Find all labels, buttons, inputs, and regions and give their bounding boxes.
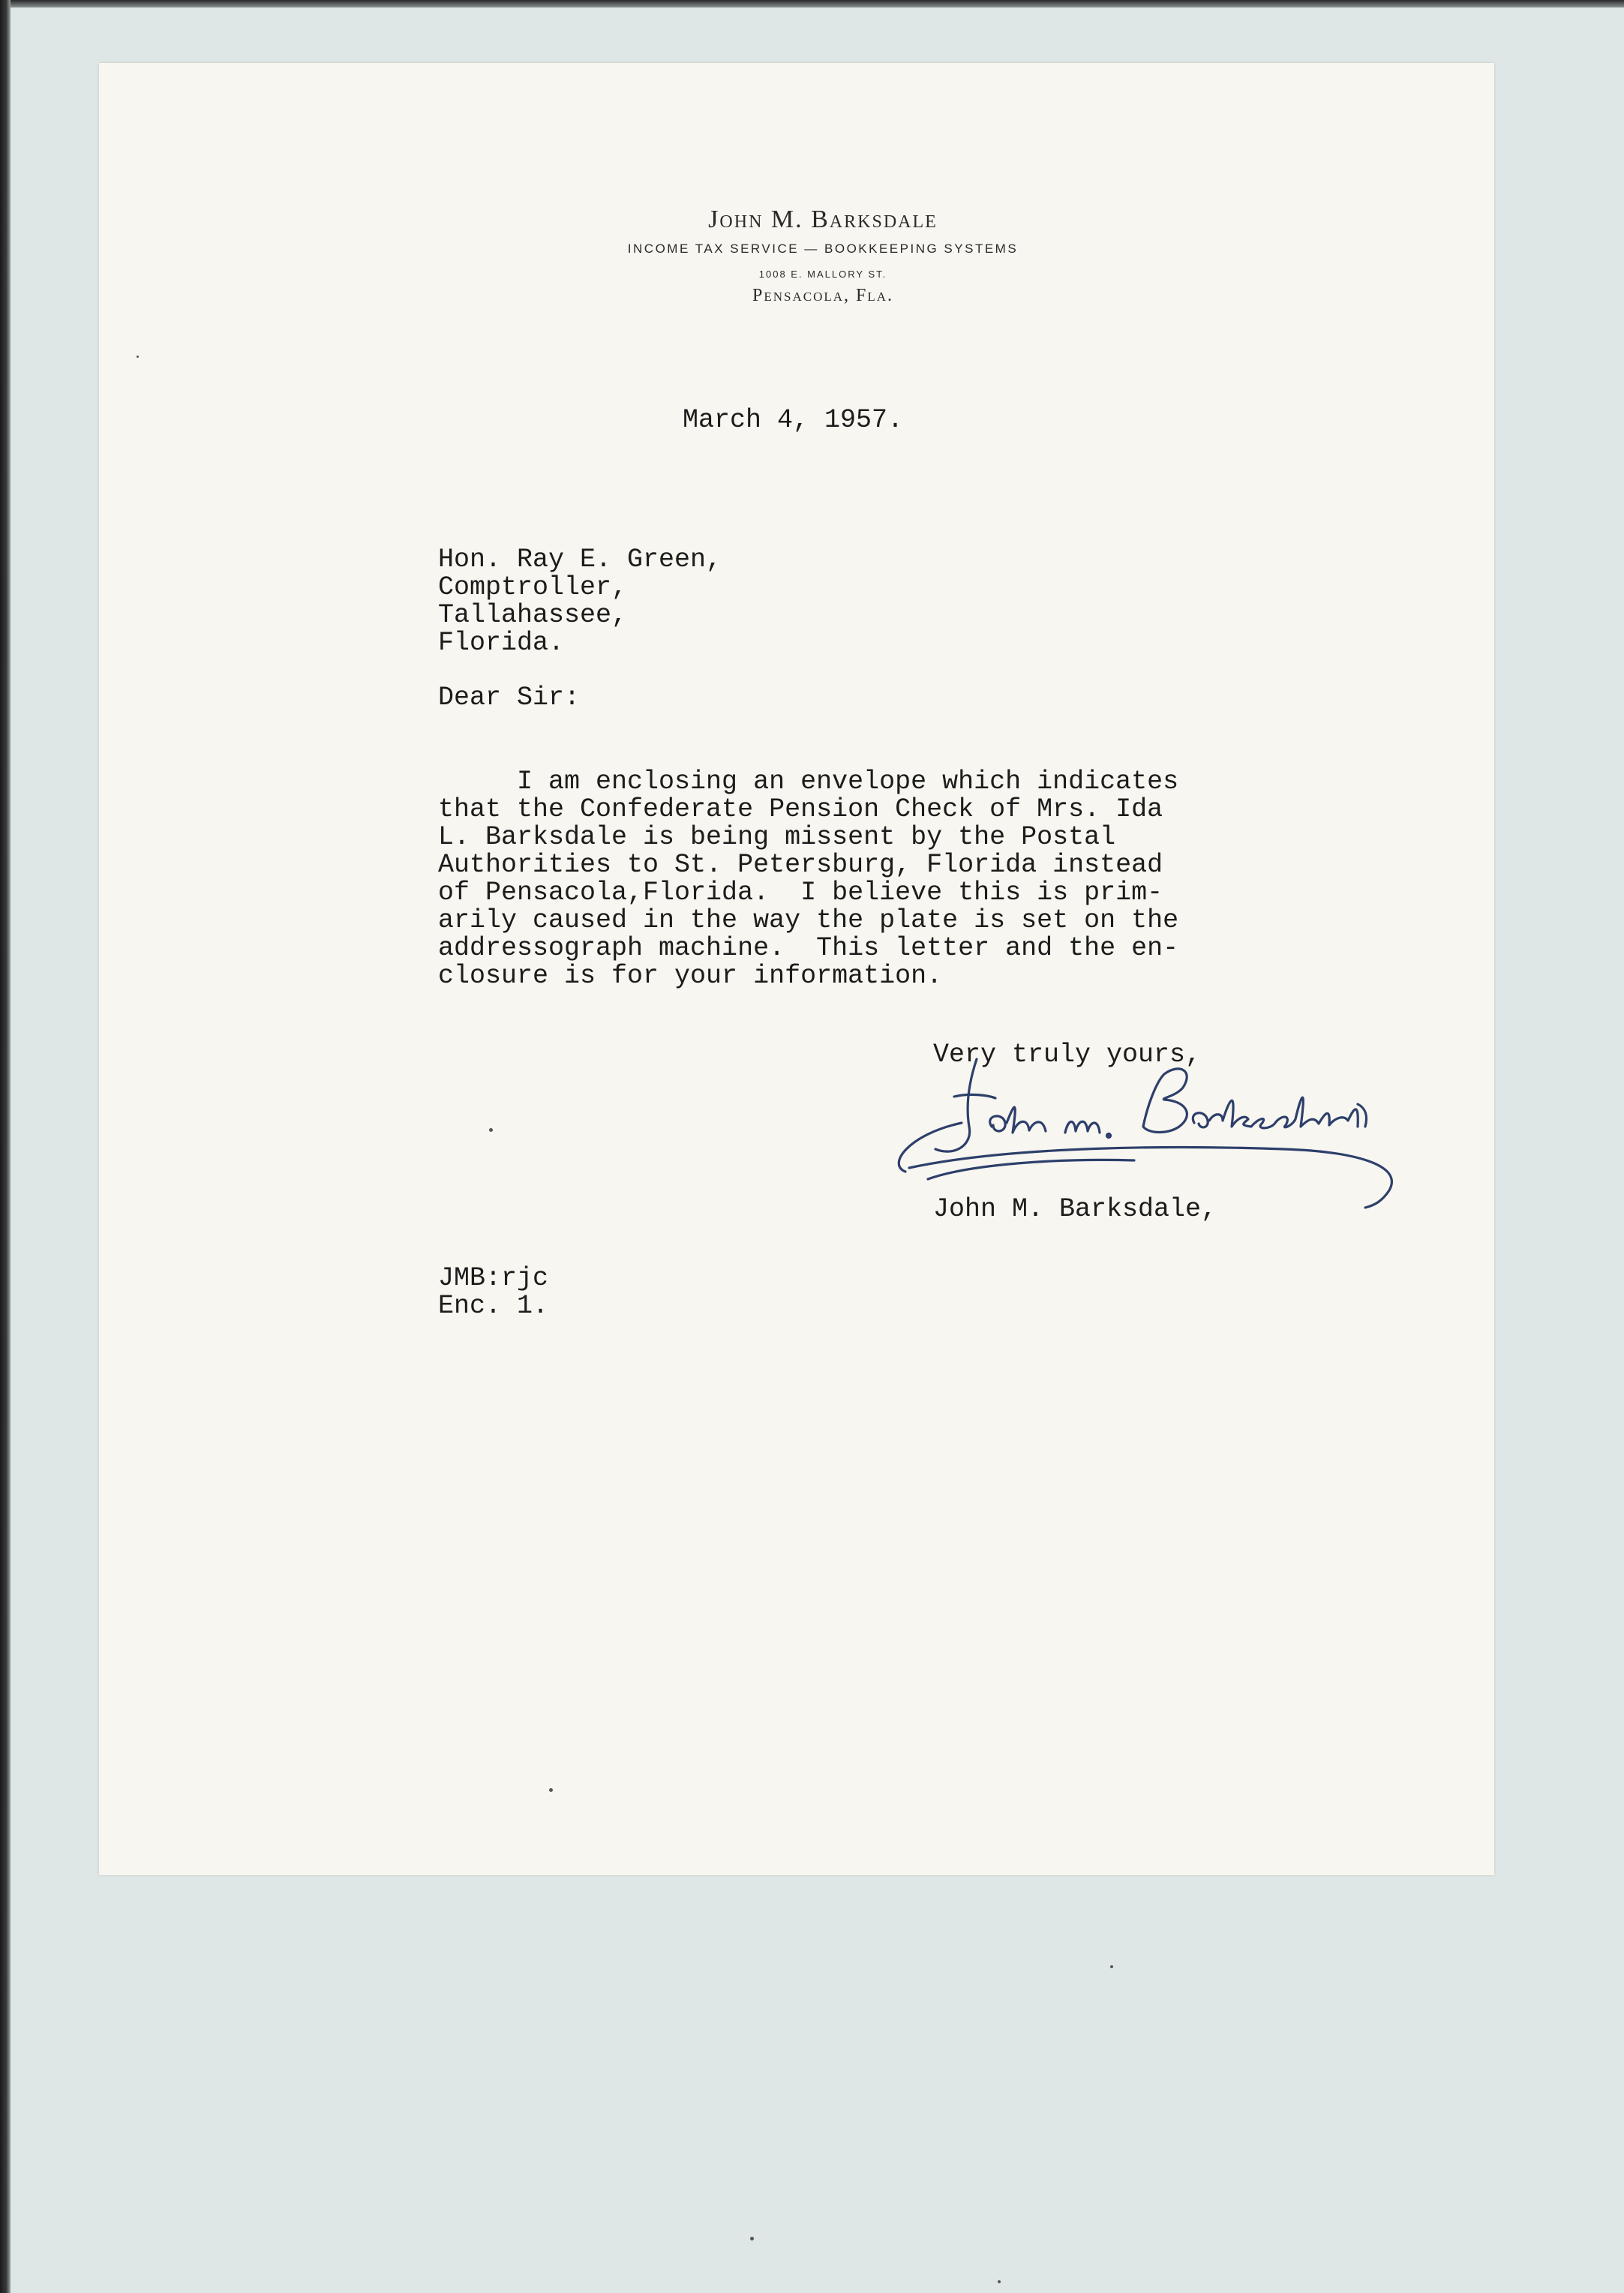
complimentary-close: Very truly yours,	[933, 1040, 1202, 1070]
body-line: of Pensacola,Florida. I believe this is prim-	[438, 878, 1163, 908]
letter-date: March 4, 1957.	[683, 405, 904, 435]
letterhead-services: INCOME TAX SERVICE — BOOKKEEPING SYSTEMS	[627, 242, 1019, 256]
letterhead-city: Pensacola, Fla.	[752, 286, 894, 305]
body-line: addressograph machine. This letter and the en-	[438, 933, 1179, 963]
recipient-line: Comptroller,	[438, 572, 628, 602]
paper-speck	[137, 356, 139, 358]
scan-edge-top	[0, 0, 1624, 8]
letterhead	[99, 206, 1494, 306]
paper-speck	[549, 1788, 553, 1792]
paper-speck	[489, 1128, 493, 1132]
salutation: Dear Sir:	[438, 683, 581, 713]
enclosure-note: Enc. 1.	[438, 1291, 549, 1321]
letter-body	[438, 768, 1178, 990]
letterhead-street: 1008 E. MALLORY ST.	[758, 269, 887, 280]
letter-page	[99, 63, 1494, 1875]
body-line: that the Confederate Pension Check of Mrs. Ida	[438, 794, 1163, 824]
typed-signer-name: John M. Barksdale,	[933, 1194, 1217, 1224]
recipient-line: Hon. Ray E. Green,	[438, 545, 722, 575]
reference-block	[438, 1265, 548, 1320]
scanner-speck	[750, 2237, 754, 2240]
body-line: L. Barksdale is being missent by the Postal	[438, 822, 1116, 852]
body-line: Authorities to St. Petersburg, Florida instead	[438, 850, 1163, 880]
scanner-speck	[1110, 1965, 1113, 1968]
reference-initials: JMB:rjc	[438, 1263, 549, 1293]
recipient-line: Florida.	[438, 628, 565, 658]
scan-edge-left	[0, 0, 11, 2293]
body-line: arily caused in the way the plate is set on the	[438, 905, 1179, 935]
scanner-speck	[998, 2280, 1001, 2283]
recipient-address	[438, 546, 722, 657]
recipient-line: Tallahassee,	[438, 600, 628, 630]
body-line: closure is for your information.	[438, 961, 943, 991]
body-line: I am enclosing an envelope which indicates	[438, 767, 1179, 797]
letterhead-name: John M. Barksdale	[708, 206, 938, 233]
